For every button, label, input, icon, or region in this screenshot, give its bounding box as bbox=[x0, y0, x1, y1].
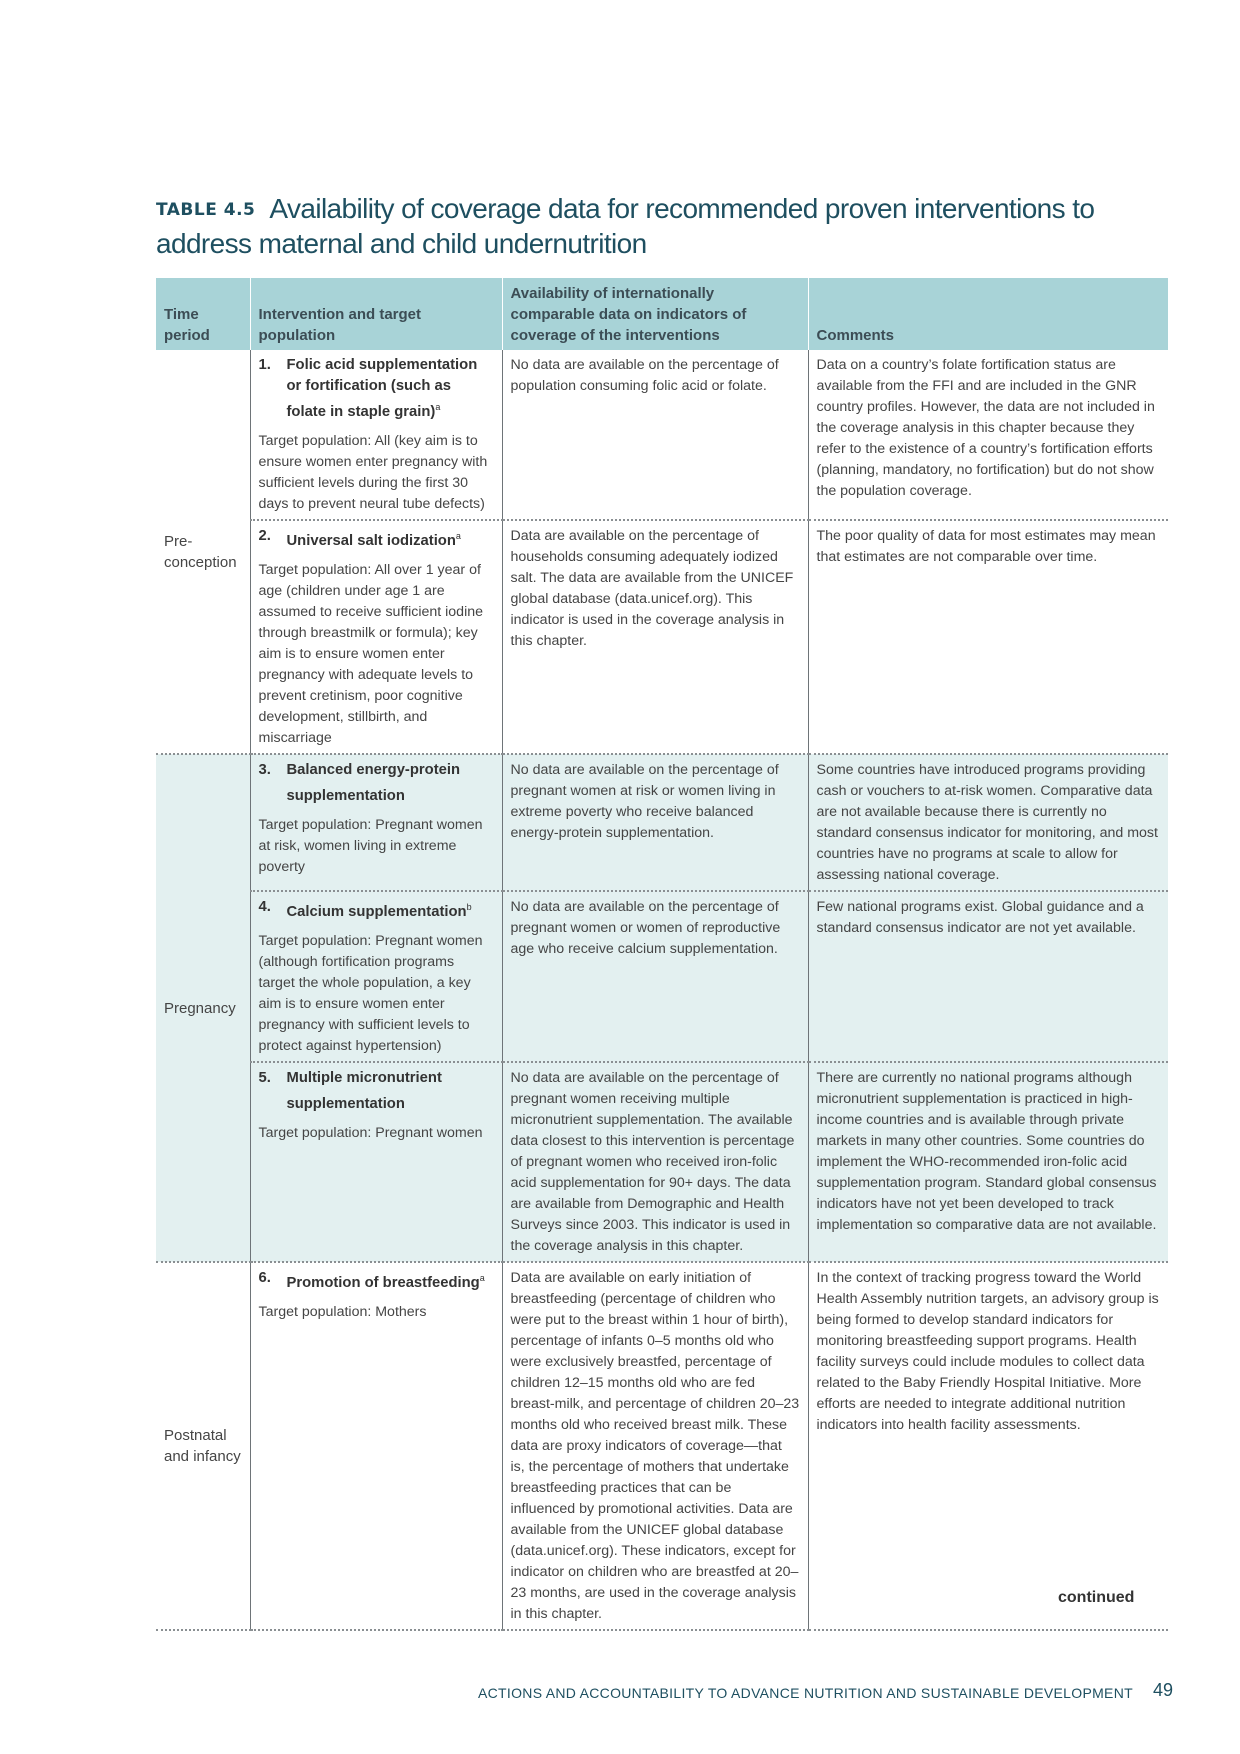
period-preconception: Pre-conception bbox=[164, 532, 237, 571]
availability-cell: Data are available on the percentage of households consuming adequately iodized salt. The data are available from the UNICEF global database (data.unicef.org). This indicator is used in the coverage analysis in this chapter. bbox=[502, 520, 808, 754]
target-population: Target population: Pregnant women bbox=[258, 1124, 483, 1141]
table-label: TABLE 4.5 bbox=[156, 200, 256, 220]
intervention-number: 1. bbox=[258, 357, 271, 373]
table-row bbox=[156, 350, 1168, 520]
intervention-number: 5. bbox=[258, 1069, 271, 1086]
footnote-marker: a bbox=[435, 402, 441, 412]
availability-cell: Data are available on early initiation of breastfeeding (percentage of children who were put to the breast within 1 hour of birth), percentage of infants 0–5 months old who were exclusively breastfed, percentage of children 12–15 months old who are fed breast-milk, and percentage of children 20–23 months old who received breast milk. These data are proxy indicators of coverage—that is, the percentage of mothers that undertake breastfeeding practices that can be influenced by promotional activities. Data are available from the UNICEF global database (data.unicef.org). These indicators, except for indicator on children who are breastfed at 20–23 months, are used in the coverage analysis in this chapter. bbox=[502, 1262, 808, 1630]
running-footer: ACTIONS AND ACCOUNTABILITY TO ADVANCE NUTRITION AND SUSTAINABLE DEVELOPMENT bbox=[478, 1685, 1133, 1701]
table-row bbox=[156, 891, 1168, 1062]
header-comments: Comments bbox=[808, 278, 1168, 350]
intervention-cell bbox=[250, 891, 502, 1062]
target-population: Target population: Pregnant women (although fortification programs target the whole population, a key aim is to ensure women enter pregnancy with sufficient levels to protect against hypertension) bbox=[258, 932, 483, 1054]
header-availability: Availability of internationally comparable data on indicators of coverage of the interventions bbox=[502, 278, 808, 350]
comments-cell: The poor quality of data for most estimates may mean that estimates are not comparable over time. bbox=[808, 520, 1168, 754]
intervention-number: 6. bbox=[258, 1269, 271, 1286]
intervention-cell bbox=[250, 350, 502, 520]
intervention-title: Promotion of breastfeeding bbox=[286, 1274, 480, 1291]
target-population: Target population: All (key aim is to ensure women enter pregnancy with sufficient levels during the first 30 days to prevent neural tube defects) bbox=[258, 432, 488, 512]
table-row bbox=[156, 1062, 1168, 1262]
intervention-cell bbox=[250, 520, 502, 754]
intervention-title: Multiple micronutrient supplementation bbox=[286, 1069, 442, 1112]
comments-cell: There are currently no national programs although micronutrient supplementation is practiced in high-income countries and is available through private markets in many other countries. Some countries do implement the WHO-recommended iron-folic acid supplementation program. Standard global consensus indicators have not yet been developed to track implementation so comparative data are not available. bbox=[808, 1062, 1168, 1262]
target-population: Target population: Pregnant women at risk, women living in extreme poverty bbox=[258, 816, 483, 875]
header-intervention: Intervention and target population bbox=[250, 278, 502, 350]
intervention-title: Calcium supplementation bbox=[286, 903, 467, 920]
availability-cell: No data are available on the percentage of pregnant women at risk or women living in extreme poverty who receive balanced energy-protein supplementation. bbox=[502, 754, 808, 891]
comments-cell: Few national programs exist. Global guidance and a standard consensus indicator are not yet available. bbox=[808, 891, 1168, 1062]
intervention-cell bbox=[250, 1262, 502, 1630]
availability-cell: No data are available on the percentage of population consuming folic acid or folate. bbox=[502, 350, 808, 520]
header-row bbox=[156, 278, 1168, 350]
comments-cell: In the context of tracking progress toward the World Health Assembly nutrition targets, an advisory group is being formed to develop standard indicators for monitoring breastfeeding support programs. Health facility surveys could include modules to collect data related to the Baby Friendly Hospital Initiative. More efforts are needed to integrate additional nutrition indicators into health facility assessments. bbox=[808, 1262, 1168, 1630]
intervention-title: Universal salt iodization bbox=[286, 532, 456, 549]
table-title bbox=[156, 192, 1116, 260]
period-postnatal: Postnatal and infancy bbox=[156, 1262, 250, 1630]
intervention-title: Folic acid supplementation or fortification (such as folate in staple grain) bbox=[286, 357, 478, 420]
intervention-number: 4. bbox=[258, 898, 271, 915]
table-row bbox=[156, 520, 1168, 754]
coverage-table bbox=[156, 278, 1168, 1631]
target-population: Target population: Mothers bbox=[258, 1303, 427, 1320]
intervention-cell bbox=[250, 754, 502, 891]
period-pregnancy: Pregnancy bbox=[156, 754, 250, 1262]
intervention-number: 2. bbox=[258, 527, 271, 544]
target-population: Target population: All over 1 year of age (children under age 1 are assumed to receive sufficient iodine through breastmilk or formula); key aim is to ensure women enter pregnancy with adequate levels to prevent cretinism, poor cognitive development, stillbirth, and miscarriage bbox=[258, 561, 483, 746]
continued-label: continued bbox=[1058, 1589, 1135, 1606]
comments-cell: Some countries have introduced programs providing cash or vouchers to at-risk women. Comparative data are not available because there is currently no standard consensus indicator for monitoring, and most countries have no programs at scale to allow for assessing national coverage. bbox=[808, 754, 1168, 891]
intervention-cell bbox=[250, 1062, 502, 1262]
footnote-marker: a bbox=[455, 530, 461, 541]
header-time-period: Time period bbox=[156, 278, 250, 350]
table-row bbox=[156, 1262, 1168, 1630]
page-number: 49 bbox=[1153, 1680, 1174, 1700]
availability-cell: No data are available on the percentage of pregnant women receiving multiple micronutrient supplementation. The available data closest to this intervention is percentage of pregnant women who received iron-folic acid supplementation for 90+ days. The data are available from Demographic and Health Surveys since 2003. This indicator is used in the coverage analysis in this chapter. bbox=[502, 1062, 808, 1262]
availability-cell: No data are available on the percentage of pregnant women or women of reproductive age who receive calcium supplementation. bbox=[502, 891, 808, 1062]
table-title-text: Availability of coverage data for recommended proven interventions to address maternal and child undernutrition bbox=[156, 193, 1095, 259]
comments-cell: Data on a country’s folate fortification status are available from the FFI and are included in the GNR country profiles. However, the data are not included in the coverage analysis in this chapter because they refer to the existence of a country’s fortification efforts (planning, mandatory, no fortification) but do not show the population coverage. bbox=[808, 350, 1168, 520]
intervention-title: Balanced energy-protein supplementation bbox=[286, 761, 460, 804]
intervention-number: 3. bbox=[258, 761, 271, 778]
footnote-marker: a bbox=[479, 1272, 485, 1283]
footnote-marker: b bbox=[466, 901, 472, 912]
table-row bbox=[156, 754, 1168, 891]
